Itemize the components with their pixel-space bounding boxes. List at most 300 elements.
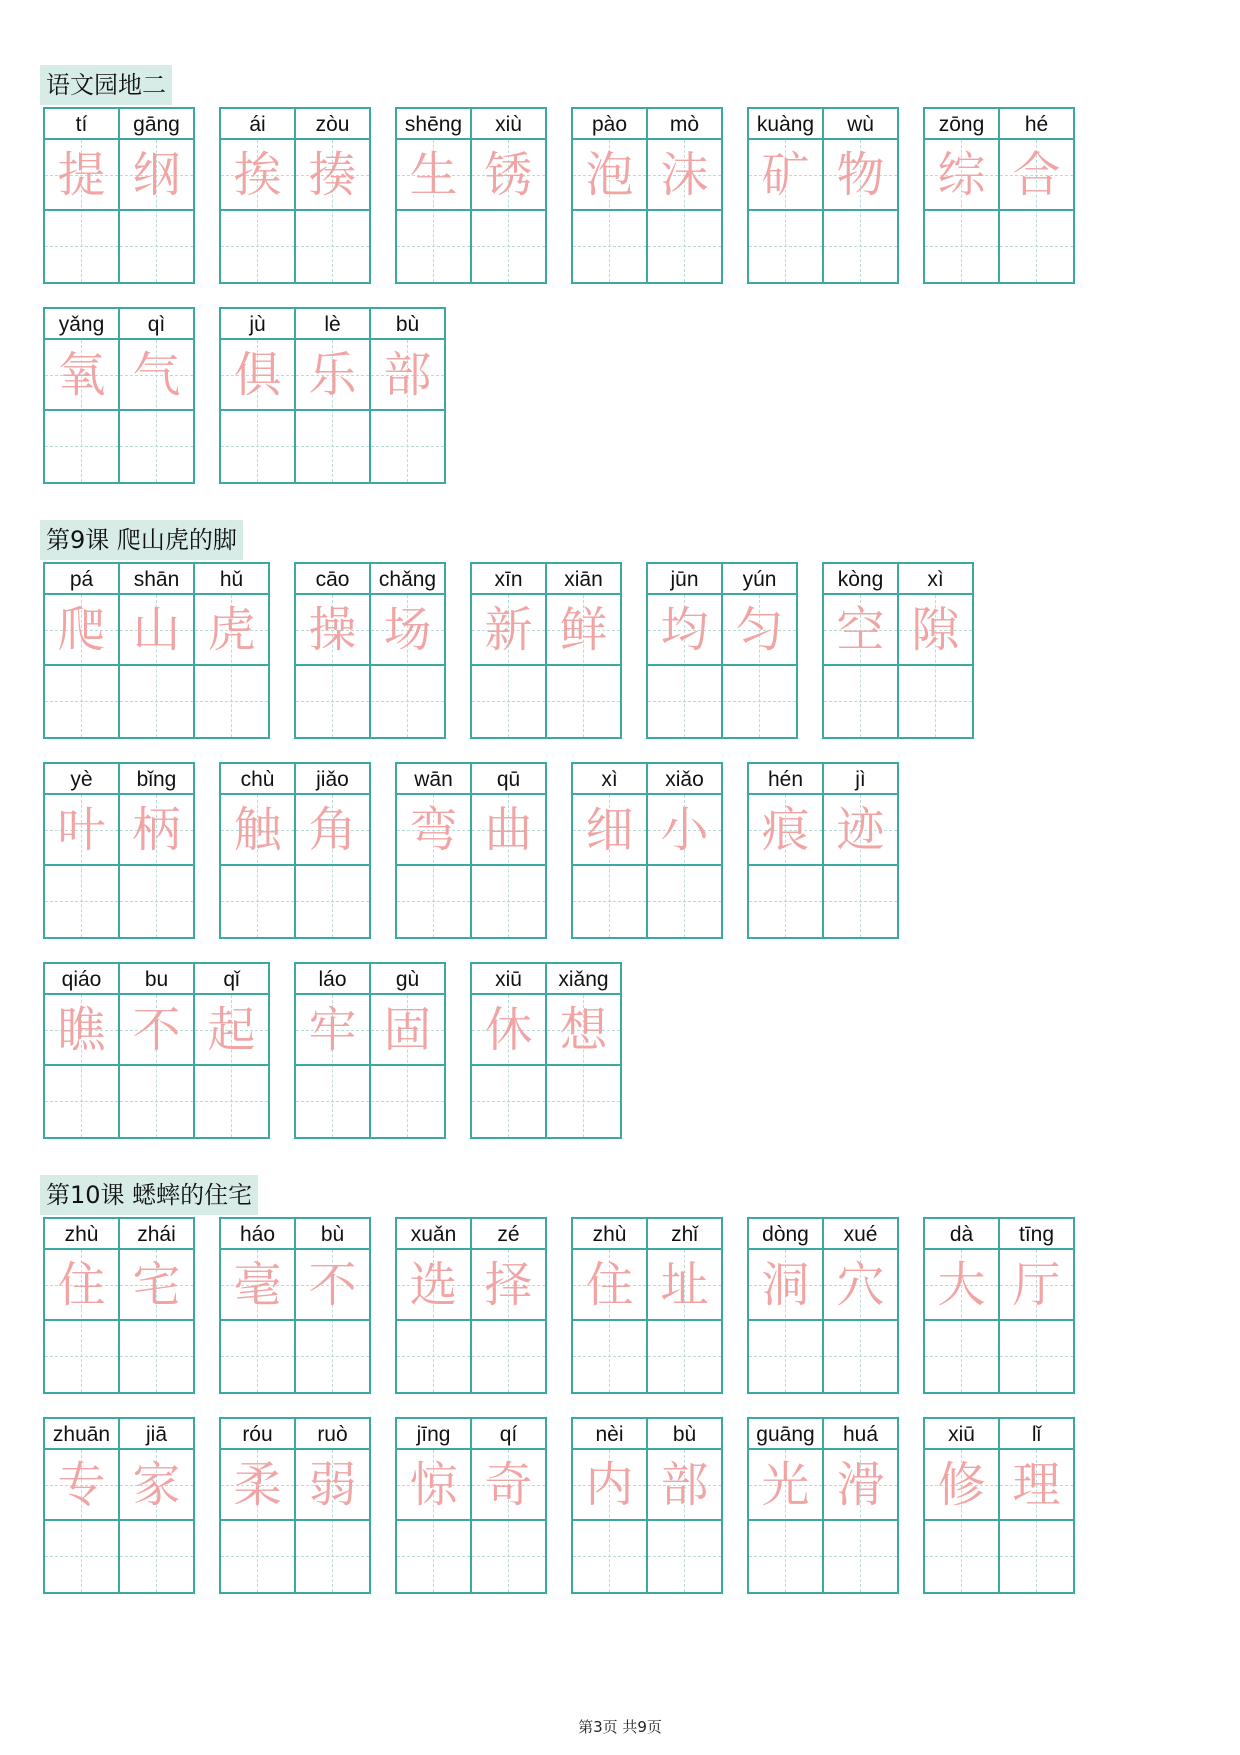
pinyin-label: zòu: [296, 109, 369, 140]
writing-box[interactable]: [296, 666, 369, 737]
trace-character: 部: [371, 340, 444, 411]
pinyin-label: tīng: [1000, 1219, 1073, 1250]
writing-box[interactable]: [45, 1321, 118, 1392]
writing-box[interactable]: [195, 1066, 268, 1137]
writing-box[interactable]: [296, 1066, 369, 1137]
pinyin-label: ruò: [296, 1419, 369, 1450]
writing-box[interactable]: [472, 666, 545, 737]
char-cell: [221, 1419, 294, 1592]
trace-character: 洞: [749, 1250, 822, 1321]
pinyin-label: zōng: [925, 109, 998, 140]
writing-box[interactable]: [824, 866, 897, 937]
writing-box[interactable]: [749, 1321, 822, 1392]
char-cell: [294, 764, 369, 937]
writing-box[interactable]: [120, 1321, 193, 1392]
writing-box[interactable]: [296, 211, 369, 282]
char-cell: [822, 1219, 897, 1392]
char-cell: [294, 1219, 369, 1392]
trace-character: 矿: [749, 140, 822, 211]
trace-character: 均: [648, 595, 721, 666]
char-cell: [118, 1219, 193, 1392]
trace-character: 滑: [824, 1450, 897, 1521]
writing-box[interactable]: [221, 866, 294, 937]
trace-character: 角: [296, 795, 369, 866]
pinyin-label: róu: [221, 1419, 294, 1450]
char-cell: [45, 1419, 118, 1592]
writing-box[interactable]: [749, 1521, 822, 1592]
writing-box[interactable]: [925, 1321, 998, 1392]
writing-box[interactable]: [397, 211, 470, 282]
pinyin-label: qì: [120, 309, 193, 340]
word-box: [43, 962, 270, 1139]
char-cell: [118, 564, 193, 737]
char-cell: [648, 564, 721, 737]
char-cell: [221, 1219, 294, 1392]
trace-character: 虎: [195, 595, 268, 666]
word-box: [219, 307, 446, 484]
writing-box[interactable]: [296, 1321, 369, 1392]
writing-box[interactable]: [472, 1521, 545, 1592]
pinyin-label: qiáo: [45, 964, 118, 995]
writing-box[interactable]: [472, 866, 545, 937]
pinyin-label: xiǎo: [648, 764, 721, 795]
writing-box[interactable]: [120, 411, 193, 482]
trace-character: 物: [824, 140, 897, 211]
pinyin-label: jù: [221, 309, 294, 340]
trace-character: 厅: [1000, 1250, 1073, 1321]
pinyin-label: hé: [1000, 109, 1073, 140]
pinyin-label: xuǎn: [397, 1219, 470, 1250]
word-box: [43, 762, 195, 939]
char-cell: [470, 109, 545, 282]
writing-box[interactable]: [120, 1521, 193, 1592]
word-box: [822, 562, 974, 739]
word-box: [395, 107, 547, 284]
char-cell: [45, 764, 118, 937]
trace-character: 细: [573, 795, 646, 866]
trace-character: 弱: [296, 1450, 369, 1521]
word-box: [571, 1417, 723, 1594]
char-cell: [397, 1419, 470, 1592]
char-cell: [118, 309, 193, 482]
writing-box[interactable]: [824, 1521, 897, 1592]
trace-character: 柄: [120, 795, 193, 866]
writing-box[interactable]: [648, 666, 721, 737]
writing-box[interactable]: [296, 411, 369, 482]
trace-character: 综: [925, 140, 998, 211]
trace-character: 氧: [45, 340, 118, 411]
writing-box[interactable]: [221, 1321, 294, 1392]
pinyin-label: jūn: [648, 564, 721, 595]
pinyin-label: xué: [824, 1219, 897, 1250]
word-box: [294, 562, 446, 739]
writing-box[interactable]: [1000, 1321, 1073, 1392]
writing-box[interactable]: [120, 866, 193, 937]
pinyin-label: zhù: [45, 1219, 118, 1250]
char-cell: [45, 1219, 118, 1392]
pinyin-label: pá: [45, 564, 118, 595]
char-cell: [749, 1219, 822, 1392]
pinyin-label: tí: [45, 109, 118, 140]
writing-box[interactable]: [648, 1321, 721, 1392]
writing-box[interactable]: [45, 1521, 118, 1592]
pinyin-label: gāng: [120, 109, 193, 140]
char-cell: [573, 109, 646, 282]
trace-character: 不: [120, 995, 193, 1066]
pinyin-label: zé: [472, 1219, 545, 1250]
writing-box[interactable]: [472, 1321, 545, 1392]
char-cell: [646, 1419, 721, 1592]
trace-character: 择: [472, 1250, 545, 1321]
page-footer: 第3页 共9页: [578, 1718, 662, 1736]
pinyin-label: lè: [296, 309, 369, 340]
trace-character: 址: [648, 1250, 721, 1321]
writing-box[interactable]: [749, 866, 822, 937]
trace-character: 鲜: [547, 595, 620, 666]
writing-box[interactable]: [573, 1521, 646, 1592]
pinyin-label: zhǐ: [648, 1219, 721, 1250]
trace-character: 空: [824, 595, 897, 666]
trace-character: 挨: [221, 140, 294, 211]
trace-character: 泡: [573, 140, 646, 211]
char-cell: [545, 964, 620, 1137]
pinyin-label: xiǎng: [547, 964, 620, 995]
char-cell: [925, 1419, 998, 1592]
writing-box[interactable]: [472, 211, 545, 282]
writing-box[interactable]: [45, 666, 118, 737]
pinyin-label: jì: [824, 764, 897, 795]
word-box: [43, 1217, 195, 1394]
writing-box[interactable]: [296, 866, 369, 937]
char-cell: [397, 109, 470, 282]
char-cell: [45, 964, 118, 1137]
word-box: [747, 107, 899, 284]
char-cell: [294, 309, 369, 482]
trace-character: 生: [397, 140, 470, 211]
trace-character: 气: [120, 340, 193, 411]
char-cell: [822, 1419, 897, 1592]
pinyin-label: bù: [648, 1419, 721, 1450]
char-cell: [369, 309, 444, 482]
trace-character: 触: [221, 795, 294, 866]
pinyin-label: xiū: [472, 964, 545, 995]
pinyin-label: shēng: [397, 109, 470, 140]
char-cell: [646, 1219, 721, 1392]
pinyin-label: kuàng: [749, 109, 822, 140]
pinyin-label: xīn: [472, 564, 545, 595]
char-cell: [897, 564, 972, 737]
pinyin-label: shān: [120, 564, 193, 595]
trace-character: 痕: [749, 795, 822, 866]
word-box: [43, 562, 270, 739]
char-cell: [118, 764, 193, 937]
pinyin-label: nèi: [573, 1419, 646, 1450]
pinyin-label: cāo: [296, 564, 369, 595]
pinyin-label: xiù: [472, 109, 545, 140]
word-box: [219, 1217, 371, 1394]
writing-box[interactable]: [925, 211, 998, 282]
word-box: [646, 562, 798, 739]
char-cell: [221, 764, 294, 937]
char-cell: [397, 764, 470, 937]
writing-box[interactable]: [573, 866, 646, 937]
writing-box[interactable]: [397, 866, 470, 937]
writing-box[interactable]: [547, 666, 620, 737]
pinyin-label: qí: [472, 1419, 545, 1450]
word-box: [747, 1217, 899, 1394]
writing-box[interactable]: [120, 211, 193, 282]
pinyin-label: chǎng: [371, 564, 444, 595]
writing-box[interactable]: [472, 1066, 545, 1137]
trace-character: 住: [573, 1250, 646, 1321]
pinyin-label: bu: [120, 964, 193, 995]
word-box: [747, 1417, 899, 1594]
char-cell: [545, 564, 620, 737]
trace-character: 曲: [472, 795, 545, 866]
writing-box[interactable]: [573, 1321, 646, 1392]
trace-character: 起: [195, 995, 268, 1066]
trace-character: 新: [472, 595, 545, 666]
word-box: [571, 1217, 723, 1394]
pinyin-label: zhuān: [45, 1419, 118, 1450]
pinyin-label: xiū: [925, 1419, 998, 1450]
writing-box[interactable]: [925, 1521, 998, 1592]
trace-character: 迹: [824, 795, 897, 866]
trace-character: 叶: [45, 795, 118, 866]
pinyin-label: hén: [749, 764, 822, 795]
pinyin-label: jiǎo: [296, 764, 369, 795]
pinyin-label: yè: [45, 764, 118, 795]
writing-box[interactable]: [296, 1521, 369, 1592]
writing-box[interactable]: [221, 411, 294, 482]
trace-character: 揍: [296, 140, 369, 211]
writing-box[interactable]: [120, 666, 193, 737]
word-box: [219, 1417, 371, 1594]
writing-box[interactable]: [371, 1066, 444, 1137]
pinyin-label: kòng: [824, 564, 897, 595]
word-box: [43, 107, 195, 284]
char-cell: [925, 109, 998, 282]
writing-box[interactable]: [397, 1321, 470, 1392]
pinyin-label: wù: [824, 109, 897, 140]
pinyin-label: huá: [824, 1419, 897, 1450]
char-cell: [925, 1219, 998, 1392]
trace-character: 内: [573, 1450, 646, 1521]
char-cell: [721, 564, 796, 737]
pinyin-label: gù: [371, 964, 444, 995]
pinyin-label: bǐng: [120, 764, 193, 795]
word-box: [395, 1417, 547, 1594]
char-cell: [296, 964, 369, 1137]
trace-character: 牢: [296, 995, 369, 1066]
pinyin-label: hǔ: [195, 564, 268, 595]
word-box: [923, 107, 1075, 284]
word-box: [294, 962, 446, 1139]
char-cell: [369, 564, 444, 737]
writing-box[interactable]: [1000, 211, 1073, 282]
trace-character: 奇: [472, 1450, 545, 1521]
pinyin-label: qǐ: [195, 964, 268, 995]
char-cell: [749, 109, 822, 282]
word-box: [219, 762, 371, 939]
trace-character: 惊: [397, 1450, 470, 1521]
char-cell: [45, 109, 118, 282]
char-cell: [470, 1419, 545, 1592]
pinyin-label: xì: [573, 764, 646, 795]
char-cell: [369, 964, 444, 1137]
char-cell: [573, 1419, 646, 1592]
pinyin-label: dà: [925, 1219, 998, 1250]
word-box: [219, 107, 371, 284]
word-box: [43, 1417, 195, 1594]
trace-character: 柔: [221, 1450, 294, 1521]
char-cell: [749, 764, 822, 937]
pinyin-label: qū: [472, 764, 545, 795]
pinyin-label: jiā: [120, 1419, 193, 1450]
trace-character: 乐: [296, 340, 369, 411]
pinyin-label: ái: [221, 109, 294, 140]
trace-character: 住: [45, 1250, 118, 1321]
pinyin-label: yún: [723, 564, 796, 595]
writing-box[interactable]: [1000, 1521, 1073, 1592]
writing-box[interactable]: [221, 1521, 294, 1592]
writing-box[interactable]: [824, 1321, 897, 1392]
trace-character: 不: [296, 1250, 369, 1321]
writing-box[interactable]: [120, 1066, 193, 1137]
word-box: [923, 1217, 1075, 1394]
char-cell: [998, 1219, 1073, 1392]
char-cell: [45, 309, 118, 482]
word-box: [395, 762, 547, 939]
word-box: [571, 107, 723, 284]
trace-character: 想: [547, 995, 620, 1066]
pinyin-label: yǎng: [45, 309, 118, 340]
trace-character: 匀: [723, 595, 796, 666]
char-cell: [193, 964, 268, 1137]
word-box: [923, 1417, 1075, 1594]
pinyin-label: guāng: [749, 1419, 822, 1450]
char-cell: [749, 1419, 822, 1592]
writing-box[interactable]: [45, 866, 118, 937]
writing-box[interactable]: [45, 211, 118, 282]
writing-box[interactable]: [371, 411, 444, 482]
writing-box[interactable]: [221, 211, 294, 282]
trace-character: 家: [120, 1450, 193, 1521]
writing-box[interactable]: [824, 666, 897, 737]
writing-box[interactable]: [45, 411, 118, 482]
trace-character: 操: [296, 595, 369, 666]
pinyin-label: háo: [221, 1219, 294, 1250]
trace-character: 隙: [899, 595, 972, 666]
writing-box[interactable]: [547, 1066, 620, 1137]
trace-character: 小: [648, 795, 721, 866]
word-box: [571, 762, 723, 939]
char-cell: [998, 109, 1073, 282]
writing-box[interactable]: [371, 666, 444, 737]
writing-box[interactable]: [573, 211, 646, 282]
char-cell: [470, 1219, 545, 1392]
pinyin-label: bù: [296, 1219, 369, 1250]
char-cell: [221, 109, 294, 282]
trace-character: 合: [1000, 140, 1073, 211]
pinyin-label: láo: [296, 964, 369, 995]
trace-character: 修: [925, 1450, 998, 1521]
writing-box[interactable]: [397, 1521, 470, 1592]
trace-character: 部: [648, 1450, 721, 1521]
char-cell: [646, 109, 721, 282]
trace-character: 穴: [824, 1250, 897, 1321]
char-cell: [470, 764, 545, 937]
section-title: 语文园地二: [40, 65, 172, 105]
char-cell: [824, 564, 897, 737]
pinyin-label: chù: [221, 764, 294, 795]
char-cell: [296, 564, 369, 737]
char-cell: [472, 564, 545, 737]
pinyin-label: xiān: [547, 564, 620, 595]
writing-box[interactable]: [723, 666, 796, 737]
writing-box[interactable]: [824, 211, 897, 282]
writing-box[interactable]: [749, 211, 822, 282]
trace-character: 毫: [221, 1250, 294, 1321]
pinyin-label: zhái: [120, 1219, 193, 1250]
pinyin-label: xì: [899, 564, 972, 595]
char-cell: [822, 764, 897, 937]
char-cell: [822, 109, 897, 282]
trace-character: 锈: [472, 140, 545, 211]
pinyin-label: zhù: [573, 1219, 646, 1250]
char-cell: [646, 764, 721, 937]
section-title: 第10课 蟋蟀的住宅: [40, 1175, 258, 1215]
trace-character: 固: [371, 995, 444, 1066]
pinyin-label: mò: [648, 109, 721, 140]
char-cell: [118, 1419, 193, 1592]
char-cell: [221, 309, 294, 482]
writing-box[interactable]: [648, 1521, 721, 1592]
trace-character: 瞧: [45, 995, 118, 1066]
trace-character: 大: [925, 1250, 998, 1321]
trace-character: 山: [120, 595, 193, 666]
pinyin-label: dòng: [749, 1219, 822, 1250]
trace-character: 休: [472, 995, 545, 1066]
trace-character: 专: [45, 1450, 118, 1521]
word-box: [470, 962, 622, 1139]
pinyin-label: bù: [371, 309, 444, 340]
writing-box[interactable]: [899, 666, 972, 737]
pinyin-label: jīng: [397, 1419, 470, 1450]
trace-character: 俱: [221, 340, 294, 411]
char-cell: [472, 964, 545, 1137]
char-cell: [193, 564, 268, 737]
writing-box[interactable]: [195, 666, 268, 737]
word-box: [747, 762, 899, 939]
pinyin-label: lǐ: [1000, 1419, 1073, 1450]
writing-box[interactable]: [648, 866, 721, 937]
writing-box[interactable]: [648, 211, 721, 282]
char-cell: [118, 964, 193, 1137]
trace-character: 纲: [120, 140, 193, 211]
trace-character: 爬: [45, 595, 118, 666]
char-cell: [294, 109, 369, 282]
trace-character: 宅: [120, 1250, 193, 1321]
trace-character: 场: [371, 595, 444, 666]
pinyin-label: pào: [573, 109, 646, 140]
pinyin-label: wān: [397, 764, 470, 795]
word-box: [43, 307, 195, 484]
writing-box[interactable]: [45, 1066, 118, 1137]
section-title: 第9课 爬山虎的脚: [40, 520, 243, 560]
trace-character: 选: [397, 1250, 470, 1321]
char-cell: [118, 109, 193, 282]
